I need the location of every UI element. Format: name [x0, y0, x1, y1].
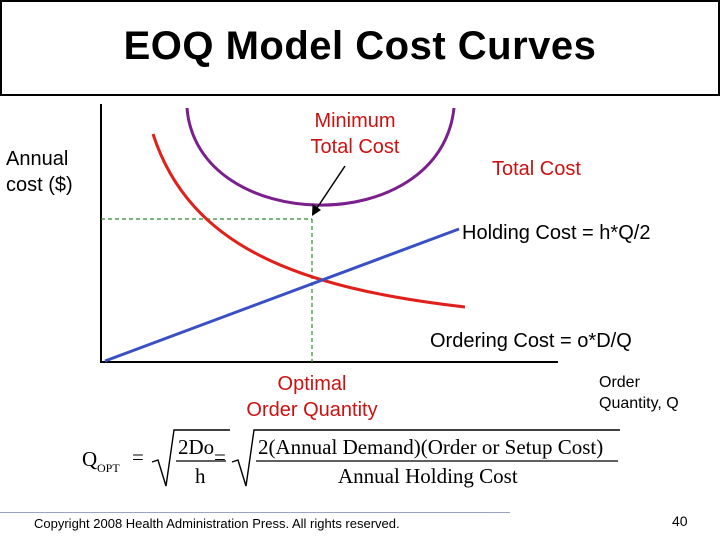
formula-numerator-1: 2Do	[178, 435, 215, 459]
minimum-arrow-line	[317, 166, 345, 208]
eoq-formula	[80, 426, 640, 492]
optimal-order-quantity-label: Optimal Order Quantity	[246, 373, 378, 421]
page-number: 40	[672, 513, 688, 529]
copyright-text: Copyright 2008 Health Administration Press. All rights reserved.	[34, 516, 400, 531]
ordering-cost-label: Ordering Cost = o*D/Q	[430, 330, 632, 352]
formula-equals-2: =	[214, 445, 226, 469]
formula-equals-1: =	[132, 445, 144, 469]
formula-numerator-2: 2(Annual Demand)(Order or Setup Cost)	[258, 435, 604, 459]
formula-q: Q	[82, 447, 98, 471]
x-axis-label: Order Quantity, Q	[599, 374, 679, 412]
total-cost-label: Total Cost	[492, 158, 581, 180]
holding-cost-line	[105, 229, 459, 361]
footer-divider	[0, 512, 510, 513]
y-axis-label: Annual cost ($)	[6, 148, 73, 196]
holding-cost-label: Holding Cost = h*Q/2	[462, 222, 651, 244]
slide-title: EOQ Model Cost Curves	[123, 24, 597, 68]
formula-q-subscript: OPT	[97, 461, 120, 475]
formula-denominator-1: h	[195, 464, 206, 488]
minimum-total-cost-label: Minimum Total Cost	[310, 110, 400, 158]
formula-denominator-2: Annual Holding Cost	[338, 464, 518, 488]
